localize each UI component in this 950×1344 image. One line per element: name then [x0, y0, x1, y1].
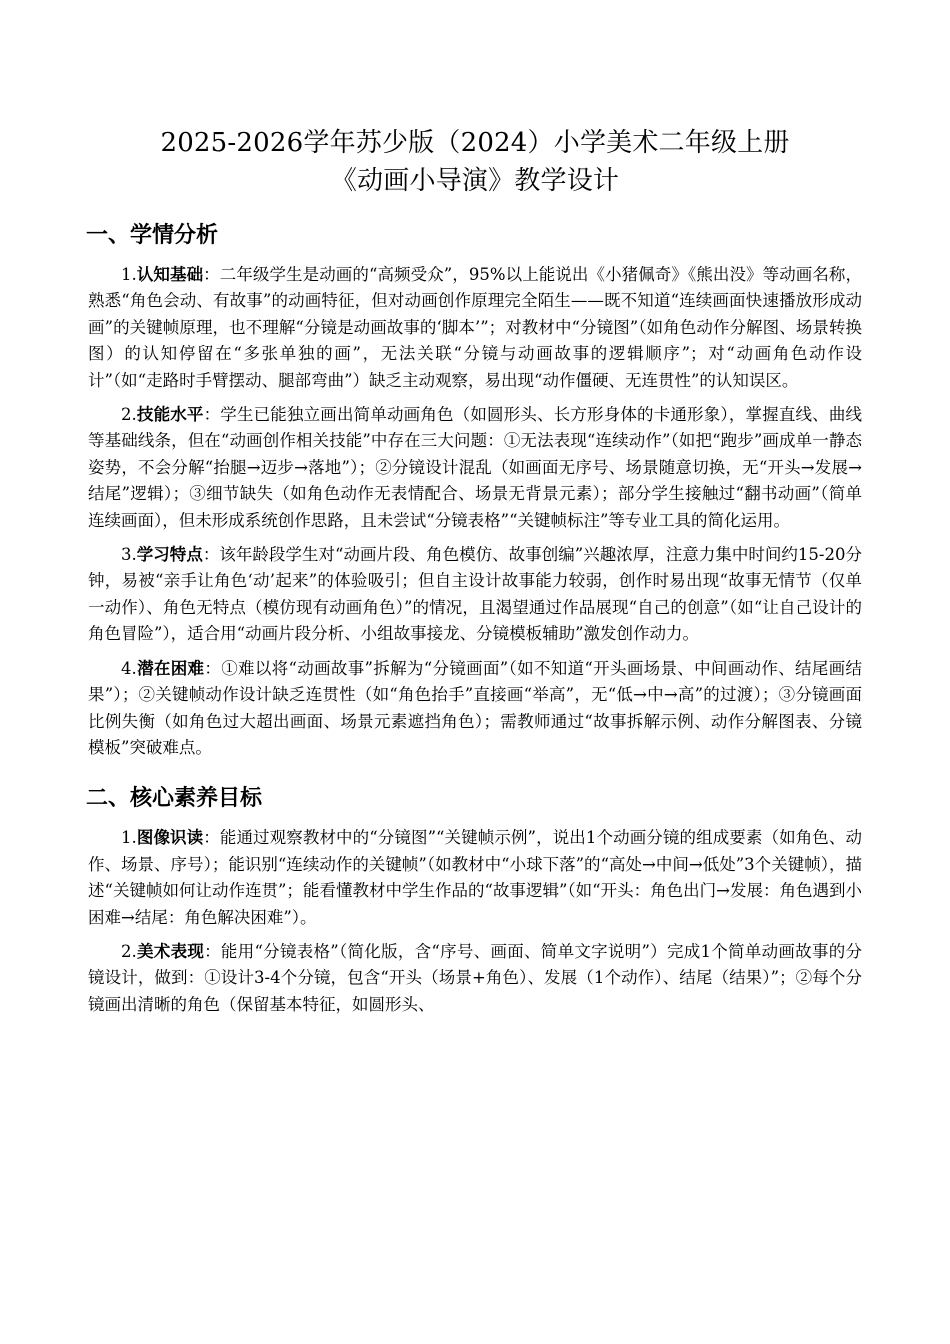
paragraph-art-expression [88, 939, 862, 1018]
paragraph-number: 2. [121, 941, 137, 961]
section-learner-analysis [88, 220, 862, 761]
paragraph-learning-features [88, 542, 862, 648]
paragraph-lead: 学习特点 [136, 545, 203, 565]
paragraph-lead: 美术表现 [136, 941, 205, 961]
paragraph-lead: 技能水平 [136, 405, 204, 425]
section-spacer [88, 769, 862, 783]
paragraph-cognitive-basis [88, 262, 862, 394]
paragraph-number: 1. [121, 828, 137, 848]
section-heading: 一、学情分析 [86, 223, 219, 248]
paragraph-text: ：该年龄段学生对“动画片段、角色模仿、故事创编”兴趣浓厚，注意力集中时间约15-20分钟，易被“亲手让角色‘动’起来”的体验吸引；但自主设计故事能力较弱，创作时易出现“故事无情节（仅单一动作）、角色无特点（模仿现有动画角色）”的情况，且渴望通过作品展现“自己的创意”（如“让自己设计的角色冒险”），适合用“动画片段分析、小组故事接龙、分镜模板辅助”激发创作动力。 [88, 545, 863, 644]
paragraph-skill-level [88, 402, 862, 534]
document-title-line2: 《动画小导演》教学设计 [330, 166, 620, 196]
paragraph-image-reading [88, 825, 862, 931]
section-heading: 二、核心素养目标 [86, 786, 263, 812]
paragraph-potential-difficulties [88, 656, 862, 762]
paragraph-text: ：①难以将“动画故事”拆解为“分镜画面”（如不知道“开头画场景、中间画动作、结尾画结果”）；②关键帧动作设计缺乏连贯性（如“角色抬手”直接画“举高”，无“低→中→高”的过渡）；③分镜画面比例失衡（如角色过大超出画面、场景元素遮挡角色）；需教师通过“故事拆解示例、动作分解图表、分镜模板”突破难点。 [88, 658, 863, 757]
paragraph-number: 3. [121, 545, 137, 565]
paragraph-number: 1. [121, 265, 137, 284]
section-core-competency-goals [88, 783, 862, 1018]
title-block [88, 124, 862, 200]
paragraph-lead: 认知基础 [136, 265, 204, 284]
paragraph-text: ：能用“分镜表格”（简化版，含“序号、画面、简单文字说明”）完成1个简单动画故事的分镜设计，做到：①设计3-4个分镜，包含“开头（场景+角色）、发展（1个动作）、结尾（结果）”；②每个分镜画出清晰的角色（保留基本特征，如圆形头、 [88, 941, 862, 1014]
paragraph-number: 2. [121, 405, 137, 425]
paragraph-number: 4. [121, 658, 137, 678]
paragraph-text: ：学生已能独立画出简单动画角色（如圆形头、长方形身体的卡通形象），掌握直线、曲线等基础线条，但在“动画创作相关技能”中存在三大问题：①无法表现“连续动作”（如把“跑步”画成单一静态姿势，不会分解“抬腿→迈步→落地”）；②分镜设计混乱（如画面无序号、场景随意切换，无“开头→发展→结尾”逻辑）；③细节缺失（如角色动作无表情配合、场景无背景元素）；部分学生接触过“翻书动画”（简单连续画面），但未形成系统创作思路，且未尝试“分镜表格”“关键帧标注”等专业工具的简化运用。 [88, 405, 863, 530]
paragraph-lead: 图像识读 [136, 828, 204, 848]
paragraph-text: ：能通过观察教材中的“分镜图”“关键帧示例”，说出1个动画分镜的组成要素（如角色、动作、场景、序号）；能识别“连续动作的关键帧”（如教材中“小球下落”的“高处→中间→低处”3个关键帧），描述“关键帧如何让动作连贯”；能看懂教材中学生作品的“故事逻辑”（如“开头：角色出门→发展：角色遇到小困难→结尾：角色解决困难”）。 [88, 828, 862, 927]
paragraph-text: ：二年级学生是动画的“高频受众”，95%以上能说出《小猪佩奇》《熊出没》等动画名称，熟悉“角色会动、有故事”的动画特征，但对动画创作原理完全陌生——既不知道“连续画面快速播放形成动画”的关键帧原理，也不理解“分镜是动画故事的‘脚本’”；对教材中“分镜图”（如角色动作分解图、场景转换图）的认知停留在“多张单独的画”，无法关联“分镜与动画故事的逻辑顺序”；对“动画角色动作设计”（如“走路时手臂摆动、腿部弯曲”）缺乏主动观察，易出现“动作僵硬、无连贯性”的认知误区。 [88, 265, 863, 390]
document-title-line1: 2025-2026学年苏少版（2024）小学美术二年级上册 [160, 128, 790, 158]
paragraph-lead: 潜在困难 [136, 658, 205, 678]
